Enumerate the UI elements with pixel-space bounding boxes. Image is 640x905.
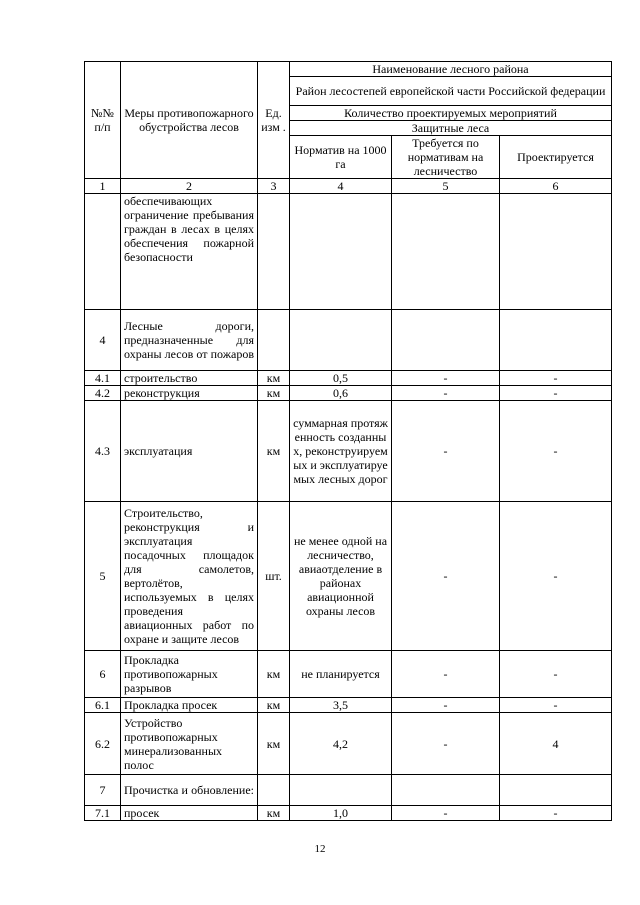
row-norm: 4,2 bbox=[290, 713, 392, 775]
fire-prevention-table bbox=[84, 61, 612, 821]
header-region-name: Район лесостепей европейской части Российской федерации bbox=[290, 77, 612, 106]
row-required: - bbox=[392, 651, 500, 698]
row-measure: Устройство противопожарных минерализованных полос bbox=[121, 713, 258, 775]
row-unit bbox=[258, 310, 290, 371]
row-norm: 0,5 bbox=[290, 371, 392, 386]
header-unit: Ед. изм . bbox=[258, 62, 290, 179]
row-required bbox=[392, 775, 500, 806]
header-projected: Проектируется bbox=[500, 136, 612, 179]
row-required: - bbox=[392, 502, 500, 651]
row-projected bbox=[500, 310, 612, 371]
header-quantity-title: Количество проектируемых мероприятий bbox=[290, 106, 612, 121]
row-unit: шт. bbox=[258, 502, 290, 651]
row-measure: Прочистка и обновление: bbox=[121, 775, 258, 806]
row-norm: 0,6 bbox=[290, 386, 392, 401]
row-measure: Прокладка просек bbox=[121, 698, 258, 713]
page-number: 12 bbox=[314, 843, 326, 855]
table-row bbox=[85, 371, 612, 386]
index-cell: 2 bbox=[121, 179, 258, 194]
row-projected: - bbox=[500, 698, 612, 713]
row-unit: км bbox=[258, 806, 290, 821]
row-norm: 1,0 bbox=[290, 806, 392, 821]
row-measure: строительство bbox=[121, 371, 258, 386]
row-num: 5 bbox=[85, 502, 121, 651]
row-projected: - bbox=[500, 386, 612, 401]
row-measure: эксплуатация bbox=[121, 401, 258, 502]
row-projected: - bbox=[500, 806, 612, 821]
row-required: - bbox=[392, 386, 500, 401]
index-cell: 3 bbox=[258, 179, 290, 194]
row-measure: просек bbox=[121, 806, 258, 821]
row-required: - bbox=[392, 698, 500, 713]
row-norm: не планируется bbox=[290, 651, 392, 698]
row-projected: - bbox=[500, 371, 612, 386]
table-row bbox=[85, 401, 612, 502]
row-required bbox=[392, 194, 500, 310]
row-num bbox=[85, 194, 121, 310]
row-projected bbox=[500, 775, 612, 806]
row-norm bbox=[290, 194, 392, 310]
header-num: №№ п/п bbox=[85, 62, 121, 179]
table-row bbox=[85, 651, 612, 698]
table-row bbox=[85, 502, 612, 651]
row-unit: км bbox=[258, 698, 290, 713]
row-unit: км bbox=[258, 713, 290, 775]
row-unit: км bbox=[258, 371, 290, 386]
row-unit bbox=[258, 194, 290, 310]
row-required: - bbox=[392, 713, 500, 775]
row-norm bbox=[290, 310, 392, 371]
header-norm: Норматив на 1000 га bbox=[290, 136, 392, 179]
row-num: 7.1 bbox=[85, 806, 121, 821]
row-norm: 3,5 bbox=[290, 698, 392, 713]
row-measure: Прокладка противопожарных разрывов bbox=[121, 651, 258, 698]
row-measure: обеспечивающих ограничение пребывания граждан в лесах в целях обеспечения пожарной безопасности bbox=[121, 194, 258, 310]
row-projected: - bbox=[500, 401, 612, 502]
row-projected: 4 bbox=[500, 713, 612, 775]
row-num: 4.1 bbox=[85, 371, 121, 386]
table-row bbox=[85, 310, 612, 371]
row-num: 6 bbox=[85, 651, 121, 698]
table-row bbox=[85, 386, 612, 401]
row-measure: реконструкция bbox=[121, 386, 258, 401]
index-cell: 1 bbox=[85, 179, 121, 194]
row-projected: - bbox=[500, 502, 612, 651]
row-projected bbox=[500, 194, 612, 310]
row-required: - bbox=[392, 371, 500, 386]
row-num: 6.1 bbox=[85, 698, 121, 713]
table-row bbox=[85, 713, 612, 775]
row-num: 4.2 bbox=[85, 386, 121, 401]
row-unit bbox=[258, 775, 290, 806]
row-norm: суммарная протяженность созданных, реконструируемых и эксплуатируемых лесных дорог bbox=[290, 401, 392, 502]
index-cell: 6 bbox=[500, 179, 612, 194]
row-unit: км bbox=[258, 386, 290, 401]
row-unit: км bbox=[258, 651, 290, 698]
row-required bbox=[392, 310, 500, 371]
row-norm: не менее одной на лесничество, авиаотделение в районах авиационной охраны лесов bbox=[290, 502, 392, 651]
table-row bbox=[85, 698, 612, 713]
table-row bbox=[85, 775, 612, 806]
header-forest-type: Защитные леса bbox=[290, 121, 612, 136]
header-required: Требуется по нормативам на лесничество bbox=[392, 136, 500, 179]
row-norm bbox=[290, 775, 392, 806]
row-required: - bbox=[392, 401, 500, 502]
header-region-title: Наименование лесного района bbox=[290, 62, 612, 77]
index-cell: 4 bbox=[290, 179, 392, 194]
table-row bbox=[85, 806, 612, 821]
row-num: 4.3 bbox=[85, 401, 121, 502]
row-unit: км bbox=[258, 401, 290, 502]
row-required: - bbox=[392, 806, 500, 821]
row-projected: - bbox=[500, 651, 612, 698]
row-num: 6.2 bbox=[85, 713, 121, 775]
table-row bbox=[85, 194, 612, 310]
row-num: 4 bbox=[85, 310, 121, 371]
row-measure: Строительство, реконструкция и эксплуатация посадочных площадок для самолетов, вертолётов, используемых в целях проведения авиационных работ по охране и защите лесов bbox=[121, 502, 258, 651]
row-measure: Лесные дороги, предназначенные для охраны лесов от пожаров bbox=[121, 310, 258, 371]
row-num: 7 bbox=[85, 775, 121, 806]
header-measures: Меры противопожарного обустройства лесов bbox=[121, 62, 258, 179]
index-cell: 5 bbox=[392, 179, 500, 194]
